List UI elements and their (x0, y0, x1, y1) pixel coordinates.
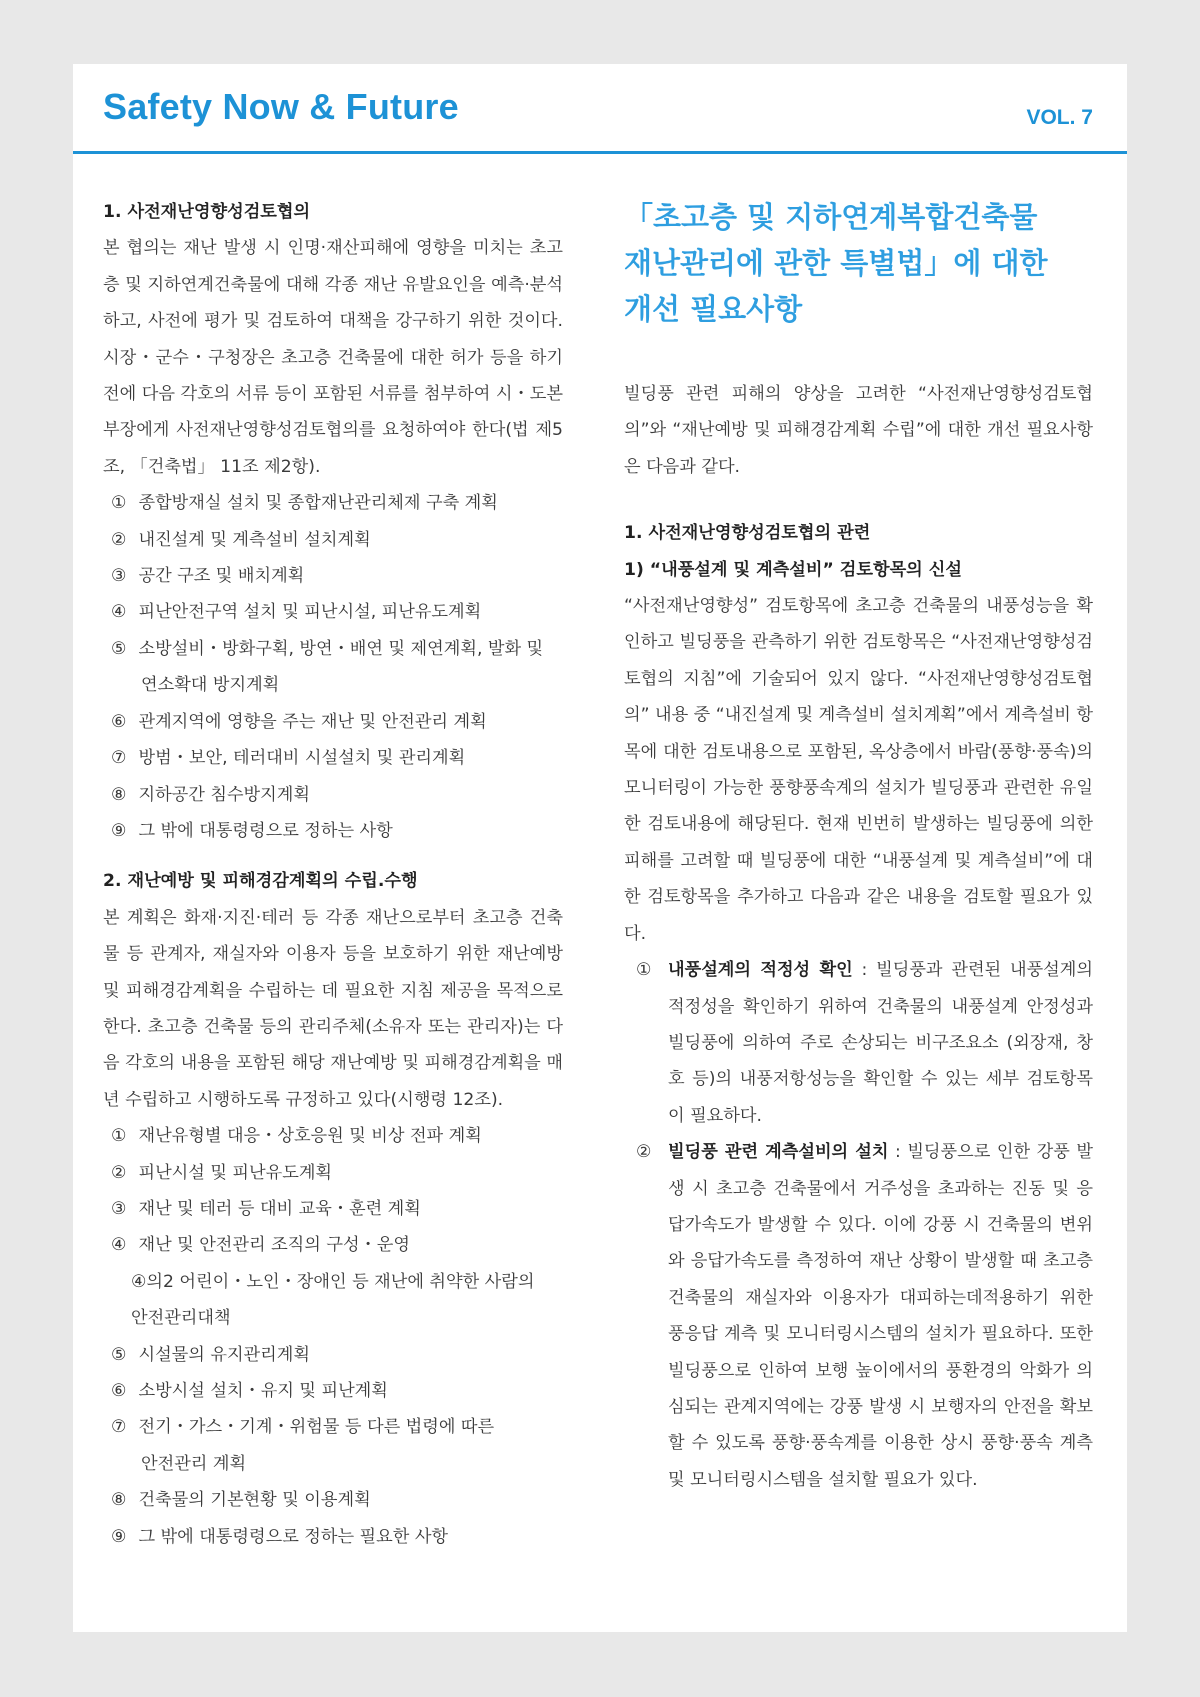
volume-label: VOL. 7 (1026, 106, 1093, 129)
list-item: ② 빌딩풍 관련 계측설비의 설치 : 빌딩풍으로 인한 강풍 발생 시 초고층 건축물에서 거주성을 초과하는 진동 및 응답가속도가 발생할 수 있다. 이에 강풍 시 건축물의 변위와 응답가속도를 측정하여 재난 상황이 발생할 때 초고층 건축물의 재실자와 이용자가 대피하는데적용하기 위한 풍응답 계측 및 모니터링시스템의 설치가 필요하다. 또한 빌딩풍으로 인하여 보행 높이에서의 풍환경의 악화가 의심되는 관계지역에는 강풍 발생 시 보행자의 안전을 확보할 수 있도록 풍향·풍속계를 이용한 상시 풍향·풍속 계측 및 모니터링시스템을 설치할 필요가 있다. (636, 1142, 1093, 1490)
list-item: ⑤ 소방설비・방화구획, 방연・배연 및 제연계획, 발화 및 연소확대 방지계획 (111, 638, 544, 696)
list-item: ⑨ 그 밖에 대통령령으로 정하는 사항 (111, 820, 393, 841)
subsection-heading: 1) “내풍설계 및 계측설비” 검토항목의 신설 (624, 559, 962, 580)
section-body: “사전재난영향성” 검토항목에 초고층 건축물의 내풍성능을 확인하고 빌딩풍을 관측하기 위한 검토항목은 “사전재난영향성검토협의 지침”에 기술되어 있지 않다. “사전재난영향성검토협의” 내용 중 “내진설계 및 계측설비 설치계획”에서 계측설비 항목에 대한 검토내용으로 포함된, 옥상층에서 바람(풍향·풍속)의 모니터링이 가능한 풍향풍속계의 설치가 빌딩풍과 관련한 유일한 검토내용에 해당된다. 현재 빈번히 발생하는 빌딩풍에 의한 피해를 고려할 때 빌딩풍에 대한 “내풍설계 및 계측설비”에 대한 검토항목을 추가하고 다음과 같은 내용을 검토할 필요가 있다. (624, 596, 1093, 944)
section-heading: 2. 재난예방 및 피해경감계획의 수립.수행 (103, 871, 418, 892)
section-body: 본 협의는 재난 발생 시 인명·재산피해에 영향을 미치는 초고층 및 지하연계건축물에 대해 각종 재난 유발요인을 예측·분석하고, 사전에 평가 및 검토하여 대책을 강구하기 위한 것이다. 시장・군수・구청장은 초고층 건축물에 대한 허가 등을 하기 전에 다음 각호의 서류 등이 포함된 서류를 첨부하여 시・도본부장에게 사전재난영향성검토협의를 요청하여야 한다(법 제5조, 「건축법」 11조 제2항). (103, 238, 563, 477)
section-heading: 1. 사전재난영향성검토협의 관련 (624, 523, 871, 544)
intro-paragraph: 빌딩풍 관련 피해의 양상을 고려한 “사전재난영향성검토협의”와 “재난예방 및 피해경감계획 수립”에 대한 개선 필요사항은 다음과 같다. (624, 384, 1093, 477)
list-item: ② 내진설계 및 계측설비 설치계획 (111, 529, 371, 550)
list-item: ⑥ 소방시설 설치・유지 및 피난계획 (111, 1381, 388, 1401)
list (103, 485, 563, 849)
feature-title: 「초고층 및 지하연계복합건축물 재난관리에 관한 특별법」에 대한 개선 필요사항 (624, 200, 1048, 326)
header-divider (73, 151, 1127, 154)
left-column (103, 194, 563, 1555)
section-body: 본 계획은 화재·지진·테러 등 각종 재난으로부터 초고층 건축물 등 관계자, 재실자와 이용자 등을 보호하기 위한 재난예방 및 피해경감계획을 수립하는 데 필요한 지침 제공을 목적으로 한다. 초고층 건축물 등의 관리주체(소유자 또는 관리자)는 다음 각호의 내용을 포함된 해당 재난예방 및 피해경감계획을 매년 수립하고 시행하도록 규정하고 있다(시행령 12조). (103, 907, 563, 1110)
list-item: ① 내풍설계의 적정성 확인 : 빌딩풍과 관련된 내풍설계의 적정성을 확인하기 위하여 건축물의 내풍설계 안정성과 빌딩풍에 의하여 주로 손상되는 비구조요소 (외장재, 창호 등)의 내풍저항성능을 확인할 수 있는 세부 검토항목이 필요하다. (636, 960, 1093, 1126)
list-item: ④ 피난안전구역 설치 및 피난시설, 피난유도계획 (111, 602, 482, 623)
list-item: ③ 재난 및 테러 등 대비 교육・훈련 계획 (111, 1198, 421, 1219)
list-item: ① 종합방재실 설치 및 종합재난관리체제 구축 계획 (111, 493, 498, 514)
list-item: ④ 재난 및 안전관리 조직의 구성・운영 (111, 1235, 410, 1256)
list-item: ⑧ 건축물의 기본현황 및 이용계획 (111, 1490, 371, 1511)
list-item: ③ 공간 구조 및 배치계획 (111, 566, 305, 587)
document-page (73, 64, 1127, 1632)
list-item: ⑤ 시설물의 유지관리계획 (111, 1344, 310, 1365)
list-item: ② 피난시설 및 피난유도계획 (111, 1162, 333, 1183)
list-item: ⑧ 지하공간 침수방지계획 (111, 784, 310, 805)
list-subitem: ④의2 어린이・노인・장애인 등 재난에 취약한 사람의 안전관리대책 (131, 1271, 535, 1329)
list (103, 1118, 563, 1555)
list-item: ⑨ 그 밖에 대통령령으로 정하는 필요한 사항 (111, 1526, 449, 1547)
magazine-title: Safety Now & Future (103, 86, 459, 127)
right-column (624, 194, 1093, 1498)
section-heading: 1. 사전재난영향성검토협의 (103, 202, 311, 222)
list-item: ⑥ 관계지역에 영향을 주는 재난 및 안전관리 계획 (111, 711, 487, 732)
list-item: ⑦ 전기・가스・기계・위험물 등 다른 법령에 따른 안전관리 계획 (111, 1417, 495, 1474)
list-item: ① 재난유형별 대응・상호응원 및 비상 전파 계획 (111, 1126, 482, 1147)
list-item: ⑦ 방범・보안, 테러대비 시설설치 및 관리계획 (111, 748, 466, 769)
